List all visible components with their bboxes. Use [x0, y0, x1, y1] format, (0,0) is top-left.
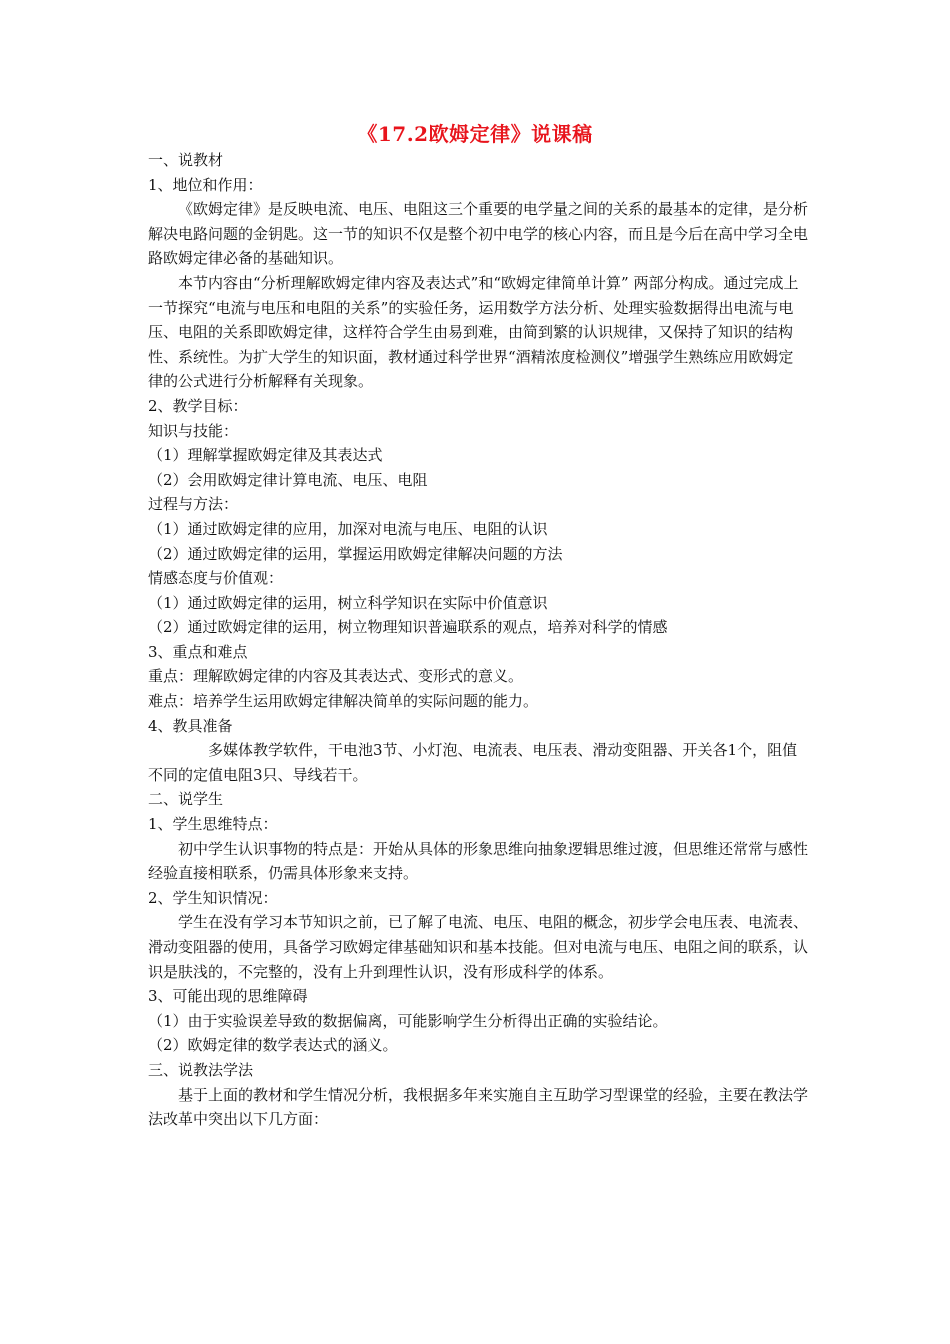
list-item: （2）会用欧姆定律计算电流、电压、电阻 — [148, 470, 428, 489]
list-item: （2）欧姆定律的数学表达式的涵义。 — [148, 1036, 398, 1055]
paragraph: 《欧姆定律》是反映电流、电压、电阻这三个重要的电学量之间的关系的最基本的定律，是分析解决电路问题的金钥匙。这一节的知识不仅是整个初中电学的核心内容，而且是今后在高中学习全电路欧姆定律必备的基础知识。 — [148, 200, 809, 268]
subsection-heading: 4、教具准备 — [148, 716, 233, 735]
list-item: （2）通过欧姆定律的运用，树立物理知识普遍联系的观点，培养对科学的情感 — [148, 618, 668, 637]
paragraph: 初中学生认识事物的特点是：开始从具体的形象思维向抽象逻辑思维过渡，但思维还常常与感性经验直接相联系，仍需具体形象来支持。 — [148, 839, 809, 883]
section-heading: 二、说学生 — [148, 790, 224, 809]
document-body — [148, 148, 808, 1132]
list-item: （2）通过欧姆定律的运用，掌握运用欧姆定律解决问题的方法 — [148, 544, 563, 563]
paragraph: 本节内容由“分析理解欧姆定律内容及表达式”和“欧姆定律简单计算” 两部分构成。通过完成上一节探究“电流与电压和电阻的关系”的实验任务，运用数学方法分析、处理实验数据得出电流与电压、电阻的关系即欧姆定律，这样符合学生由易到难，由简到繁的认识规律，又保持了知识的结构性、系统性。为扩大学生的知识面，教材通过科学世界“酒精浓度检测仪”增强学生熟练应用欧姆定律的公式进行分析解释有关现象。 — [148, 273, 799, 391]
subsection-heading: 2、学生知识情况： — [148, 888, 278, 907]
goal-category: 情感态度与价值观： — [148, 569, 284, 588]
subsection-heading: 3、可能出现的思维障碍 — [148, 987, 308, 1006]
section-heading: 三、说教法学法 — [148, 1060, 254, 1079]
difficult-point: 难点：培养学生运用欧姆定律解决简单的实际问题的能力。 — [148, 692, 539, 711]
list-item: （1）通过欧姆定律的运用，树立科学知识在实际中价值意识 — [148, 593, 548, 612]
goal-category: 知识与技能： — [148, 421, 239, 440]
list-item: （1）由于实验误差导致的数据偏离，可能影响学生分析得出正确的实验结论。 — [148, 1011, 668, 1030]
subsection-heading: 1、地位和作用： — [148, 175, 263, 194]
subsection-heading: 2、教学目标： — [148, 396, 248, 415]
paragraph: 多媒体教学软件，干电池3节、小灯泡、电流表、电压表、滑动变阻器、开关各1个，阻值不同的定值电阻3只、导线若干。 — [148, 741, 798, 784]
paragraph: 学生在没有学习本节知识之前，已了解了电流、电压、电阻的概念，初步学会电压表、电流表、滑动变阻器的使用，具备学习欧姆定律基础知识和基本技能。但对电流与电压、电阻之间的联系，认识是肤浅的，不完整的，没有上升到理性认识，没有形成科学的体系。 — [148, 913, 809, 981]
key-point: 重点：理解欧姆定律的内容及其表达式、变形式的意义。 — [148, 667, 524, 686]
section-heading: 一、说教材 — [148, 151, 224, 169]
document-title: 《17.2欧姆定律》说课稿 — [357, 122, 593, 146]
subsection-heading: 1、学生思维特点： — [148, 815, 278, 834]
list-item: （1）通过欧姆定律的应用，加深对电流与电压、电阻的认识 — [148, 519, 548, 538]
list-item: （1）理解掌握欧姆定律及其表达式 — [148, 446, 383, 465]
subsection-heading: 3、重点和难点 — [148, 642, 248, 661]
paragraph: 基于上面的教材和学生情况分析，我根据多年来实施自主互助学习型课堂的经验，主要在教法学法改革中突出以下几方面： — [148, 1085, 809, 1129]
goal-category: 过程与方法： — [148, 495, 239, 514]
